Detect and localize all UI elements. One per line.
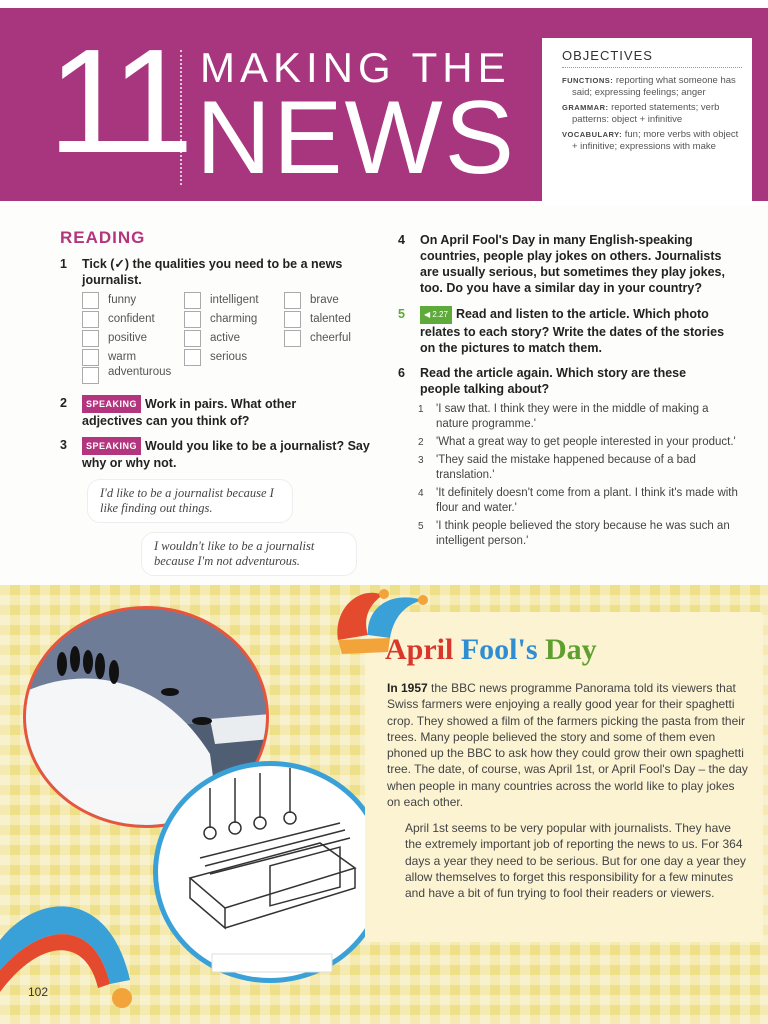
list-item: 5 'I think people believed the story because he was such an intelligent person.': [418, 520, 730, 547]
header-divider: [180, 50, 182, 185]
unit-title-line2: NEWS: [196, 80, 516, 196]
question-2: 2 SPEAKING Work in pairs. What other adjectives can you think of?: [60, 396, 297, 428]
checkbox[interactable]: [82, 292, 99, 309]
unit-header: [0, 0, 768, 205]
checkbox[interactable]: [184, 330, 201, 347]
checkbox[interactable]: [82, 349, 99, 366]
article-title: April Fool's Day: [385, 633, 597, 666]
objective-functions: FUNCTIONS: reporting what someone has said; expressing feelings; anger: [562, 75, 736, 98]
checkbox[interactable]: [82, 367, 99, 384]
qualities-checklist: funny confident positive warm adventurous intelligent charming active serious brave talented cheerful: [82, 290, 372, 382]
objective-vocabulary: VOCABULARY: fun; more verbs with object + infinitive; expressions with make: [562, 129, 739, 152]
speech-bubble-2: I wouldn't like to be a journalist because I'm not adventurous.: [142, 533, 356, 575]
reading-title: READING: [60, 228, 146, 247]
jester-hat-corner-icon: [0, 880, 150, 1024]
checkbox[interactable]: [184, 311, 201, 328]
speaking-badge: SPEAKING: [82, 437, 141, 455]
checkbox[interactable]: [82, 311, 99, 328]
article-paragraph-1: In 1957 the BBC news programme Panorama told its viewers that Swiss farmers were enjoying a really good year for their spaghetti crop. They showed a film of the farmers picking the pasta from their trees. Many people believed the story and some of them even phoned up the BBC to ask how they could grow their own spaghetti tree. The date, of course, was April 1st, or April Fool's Day – the day when people in many countries across the world like to play jokes on each other.: [387, 681, 748, 810]
unit-number: 11: [48, 19, 186, 184]
machine-illustration: [150, 758, 390, 986]
list-item: 1 'I saw that. I think they were in the middle of making a nature programme.': [418, 403, 709, 430]
question-6: 6 Read the article again. Which story are these people talking about?: [398, 366, 687, 396]
speaking-badge: SPEAKING: [82, 395, 141, 413]
question-5: 5 ◀ 2.27 Read and listen to the article. Which photo relates to each story? Write the dates of the stories on the pictures to match them.: [398, 307, 725, 355]
checkbox[interactable]: [284, 311, 301, 328]
list-item: 2 'What a great way to get people interested in your product.': [418, 436, 736, 448]
checkbox[interactable]: [82, 330, 99, 347]
checkbox[interactable]: [284, 330, 301, 347]
cd-audio-icon[interactable]: ◀ 2.27: [420, 306, 452, 324]
speech-bubble-1: I'd like to be a journalist because I like finding out things.: [88, 480, 292, 522]
question-6-list: [418, 402, 738, 552]
page-number: 102: [28, 985, 49, 999]
question-3: 3 SPEAKING Would you like to be a journalist? Say why or why not.: [60, 438, 370, 470]
objective-grammar: GRAMMAR: reported statements; verb patterns: object + infinitive: [562, 102, 720, 125]
list-item: 4 'It definitely doesn't come from a plant. I think it's made with flour and water.': [418, 487, 738, 514]
checkbox[interactable]: [284, 292, 301, 309]
objectives-heading: OBJECTIVES: [562, 48, 742, 68]
checkbox[interactable]: [184, 292, 201, 309]
article-paragraph-2: April 1st seems to be very popular with journalists. They have the extremely important job of reporting the news to us. For 364 days a year they need to be serious. But for one day a year they allow themselves to forget this responsibility for a few minutes and have a bit of fun trying to fool their readers or viewers.: [405, 821, 746, 901]
list-item: 3 'They said the mistake happened because of a bad translation.': [418, 454, 696, 481]
checkbox[interactable]: [184, 349, 201, 366]
question-4: 4 On April Fool's Day in many English-speaking countries, people play jokes on others. Journalists are usually serious, but sometimes they play jokes, too. Do you have a similar day in your country?: [398, 233, 725, 295]
objectives-box: [542, 38, 752, 206]
question-1: 1 Tick (✓) the qualities you need to be a news journalist.: [60, 257, 343, 287]
unit-title-line1: MAKING THE: [200, 44, 511, 91]
